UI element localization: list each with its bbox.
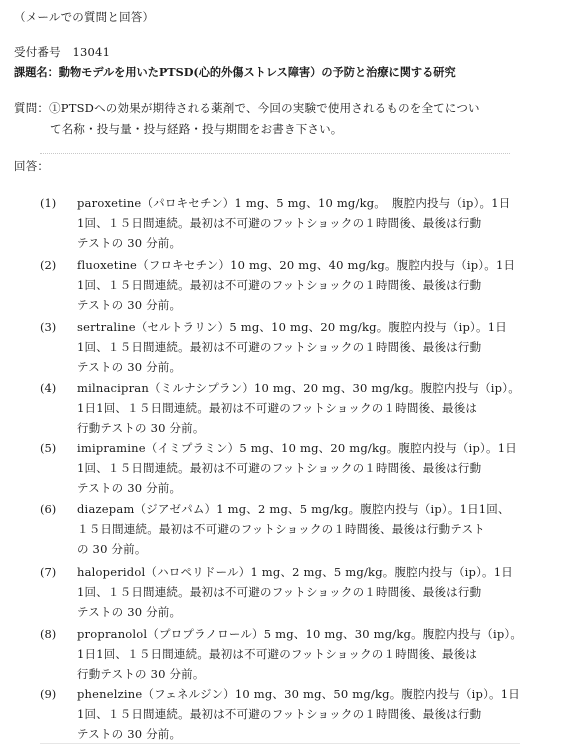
item-text-line: haloperidol（ハロペリドール）1 mg、2 mg、5 mg/kg。腹腔内投与（ip）。1日 xyxy=(77,565,513,579)
item-text-line: paroxetine（パロキセチン）1 mg、5 mg、10 mg/kg。 腹腔内投与（ip）。1日 xyxy=(77,196,511,210)
item-number: (9) xyxy=(40,687,57,701)
item-text-line: の 30 分前。 xyxy=(77,542,147,556)
item-number: (6) xyxy=(40,502,57,516)
item-number: (8) xyxy=(40,627,57,641)
answer-label: 回答： xyxy=(14,159,50,173)
item-text-line: 1回、１５日間連続。最初は不可避のフットショックの１時間後、最後は行動 xyxy=(77,278,482,292)
item-text-line: 1回、１５日間連続。最初は不可避のフットショックの１時間後、最後は行動 xyxy=(77,461,482,475)
item-number: (4) xyxy=(40,381,57,395)
item-text-line: 1回、１５日間連続。最初は不可避のフットショックの１時間後、最後は行動 xyxy=(77,585,482,599)
item-text-line: imipramine（イミプラミン）5 mg、10 mg、20 mg/kg。腹腔内投与（ip）。1日 xyxy=(77,441,517,455)
document-title: （メールでの質問と回答） xyxy=(14,10,155,24)
subject-title: 課題名：動物モデルを用いたPTSD(心的外傷ストレス障害）の予防と治療に関する研究 xyxy=(14,65,456,79)
item-text-line: テストの 30 分前。 xyxy=(77,481,182,495)
receipt-number: 受付番号 13041 xyxy=(14,45,111,59)
item-text-line: テストの 30 分前。 xyxy=(77,298,182,312)
item-number: (3) xyxy=(40,320,57,334)
item-text-line: テストの 30 分前。 xyxy=(77,236,182,250)
item-number: (1) xyxy=(40,196,57,210)
item-text-line: milnacipran（ミルナシプラン）10 mg、20 mg、30 mg/kg。腹腔内投与（ip）。 xyxy=(77,381,520,395)
item-text-line: 1日1回、１５日間連続。最初は不可避のフットショックの１時間後、最後は xyxy=(77,647,478,661)
item-text-line: 1回、１５日間連続。最初は不可避のフットショックの１時間後、最後は行動 xyxy=(77,707,482,721)
item-text-line: diazepam（ジアゼパム）1 mg、2 mg、5 mg/kg。腹腔内投与（ip）。1日1回、 xyxy=(77,502,510,516)
page-bottom-rule xyxy=(40,743,520,744)
item-number: (7) xyxy=(40,565,57,579)
question-line-2: て名称・投与量・投与経路・投与期間をお書き下さい。 xyxy=(50,122,343,136)
item-text-line: テストの 30 分前。 xyxy=(77,360,182,374)
question-dotted-rule xyxy=(40,153,510,154)
item-text-line: テストの 30 分前。 xyxy=(77,605,182,619)
question-line-1: 質問：①PTSDへの効果が期待される薬剤で、今回の実験で使用されるものを全てについ xyxy=(14,101,480,115)
item-text-line: phenelzine（フェネルジン）10 mg、30 mg、50 mg/kg。腹腔内投与（ip）。1日 xyxy=(77,687,520,701)
item-number: (5) xyxy=(40,441,57,455)
item-text-line: sertraline（セルトラリン）5 mg、10 mg、20 mg/kg。腹腔内投与（ip）。1日 xyxy=(77,320,507,334)
item-text-line: 1回、１５日間連続。最初は不可避のフットショックの１時間後、最後は行動 xyxy=(77,216,482,230)
item-text-line: 1回、１５日間連続。最初は不可避のフットショックの１時間後、最後は行動 xyxy=(77,340,482,354)
item-text-line: １５日間連続。最初は不可避のフットショックの１時間後、最後は行動テスト xyxy=(77,522,486,536)
item-text-line: 1日1回、１５日間連続。最初は不可避のフットショックの１時間後、最後は xyxy=(77,401,478,415)
item-number: (2) xyxy=(40,258,57,272)
item-text-line: propranolol（プロプラノロール）5 mg、10 mg、30 mg/kg。腹腔内投与（ip）。 xyxy=(77,627,523,641)
item-text-line: 行動テストの 30 分前。 xyxy=(77,667,205,681)
item-text-line: テストの 30 分前。 xyxy=(77,727,182,741)
item-text-line: 行動テストの 30 分前。 xyxy=(77,421,205,435)
item-text-line: fluoxetine（フロキセチン）10 mg、20 mg、40 mg/kg。腹腔内投与（ip）。1日 xyxy=(77,258,516,272)
